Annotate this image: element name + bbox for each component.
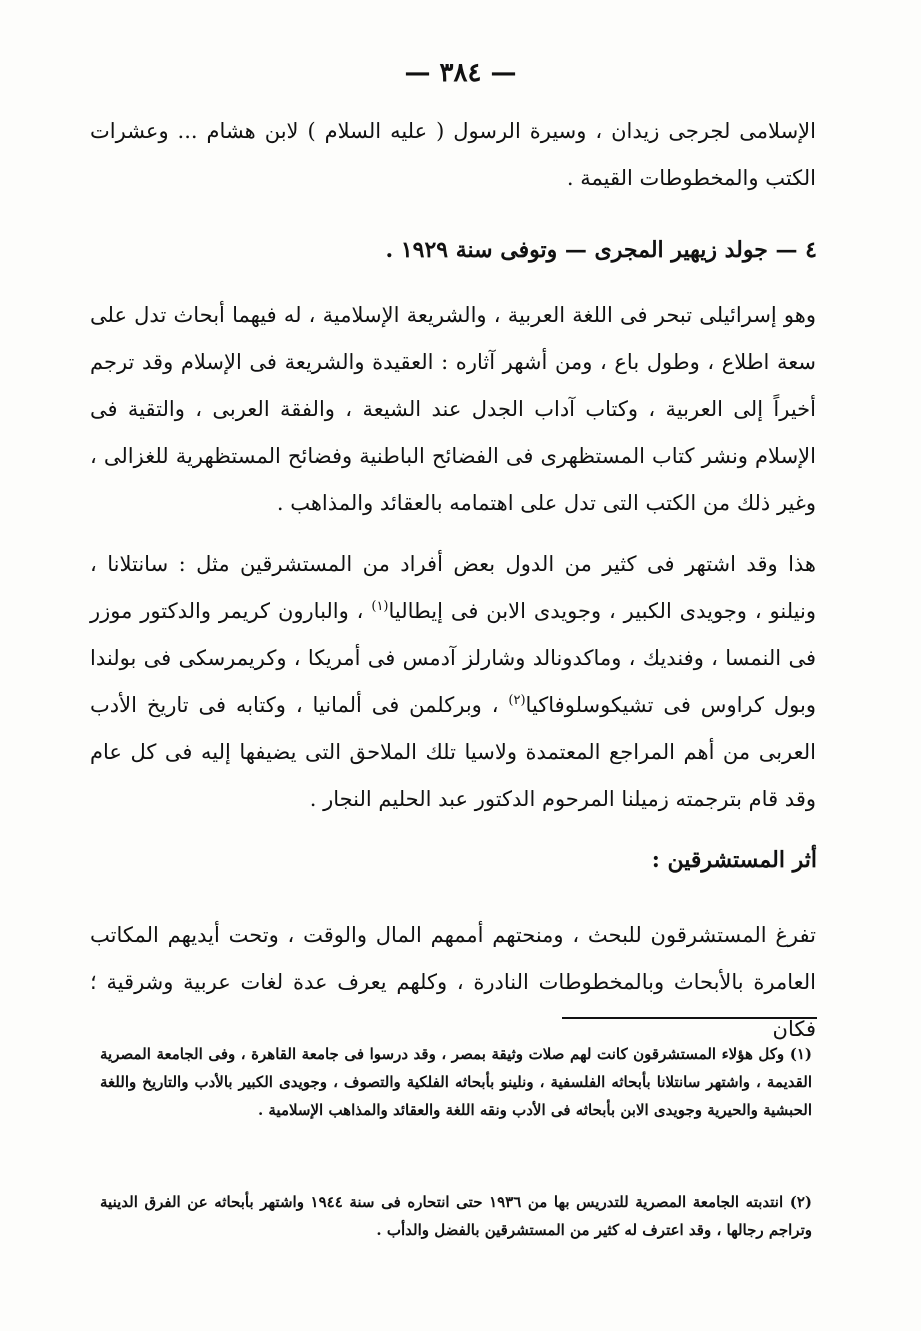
paragraph-orientalists-part-2: ، والبارون كريمر والدكتور موزر فى النمسا ، وفنديك ، وماكدونالد وشارلز آدمس فى أمريكا ، وكريمرسكى فى بولندا وبول كراوس فى تشيكوسلوفاكيا	[90, 599, 816, 717]
footnote-marker-1: (١)	[371, 599, 389, 614]
paragraph-orientalists-part-1: هذا وقد اشتهر فى كثير من الدول بعض أفراد من المستشرقين مثل : سانتلانا ، ونيلنو ، وجويدى الكبير ، وجويدى الابن فى إيطاليا	[90, 552, 816, 623]
page-number: — ٣٨٤ —	[404, 58, 517, 88]
paragraph-goldziher: وهو إسرائيلى تبحر فى اللغة العربية ، والشريعة الإسلامية ، له فيهما أبحاث تدل على سعة اطلاع ، وطول باع ، ومن أشهر آثاره : العقيدة والشريعة فى الإسلام وقد ترجم أخيراً إلى العربية ، وكتاب آداب الجدل عند الشيعة ، والفقة العربى ، والتقية فى الإسلام ونشر كتاب المستظهرى فى الفضائح الباطنية وفضائح المستظهرية للغزالى ، وغير ذلك من الكتب التى تدل على اهتمامه بالعقائد والمذاهب .	[90, 303, 816, 515]
footnote-marker-2: (٢)	[508, 693, 526, 708]
paragraph-orientalists-part-3: ، وبركلمن فى ألمانيا ، وكتابه فى تاريخ الأدب العربى من أهم المراجع المعتمدة ولاسيا تلك الملاحق التى يضيفها إليه فى كل عام وقد قام بترجمته زميلنا المرحوم الدكتور عبد الحليم النجار .	[90, 693, 816, 811]
paragraph-orientalists	[90, 541, 816, 823]
footnote-1: (١) وكل هؤلاء المستشرقون كانت لهم صلات وثيقة بمصر ، وقد درسوا فى جامعة القاهرة ، وفى الجامعة المصرية القديمة ، واشتهر سانتلانا بأبحاثه الفلسفية ، ونلينو بأبحاثه الفلكية والتصوف ، وجويدى الكبير بالأدب والتاريخ واللغة الحبشية والحيرية وجويدى الابن بأبحاثه فى الأدب ونقه اللغة والعقائد والمذاهب الإسلامية .	[100, 1045, 812, 1119]
paragraph-influence: تفرغ المستشرقون للبحث ، ومنحتهم أممهم المال والوقت ، وتحت أيديهم المكاتب العامرة بالأبحاث وبالمخطوطات النادرة ، وكلهم يعرف عدة لغات عربية وشرقية ؛ فكان	[90, 923, 816, 1041]
section-heading: أثر المستشرقين :	[651, 847, 817, 873]
footnote-separator	[562, 1017, 817, 1019]
list-item-goldziher: ٤ — جولد زيهير المجرى — وتوفى سنة ١٩٢٩ .	[385, 237, 817, 263]
paragraph-continuation: الإسلامى لجرجى زيدان ، وسيرة الرسول ( عليه السلام ) لابن هشام ... وعشرات الكتب والمخطوطات القيمة .	[90, 119, 816, 190]
footnote-2: (٢) انتدبته الجامعة المصرية للتدريس بها من ١٩٣٦ حتى انتحاره فى سنة ١٩٤٤ واشتهر بأبحاثه عن الفرق الدينية وتراجم رجالها ، وقد اعترف له كثير من المستشرقين بالفضل والدأب .	[100, 1193, 812, 1239]
